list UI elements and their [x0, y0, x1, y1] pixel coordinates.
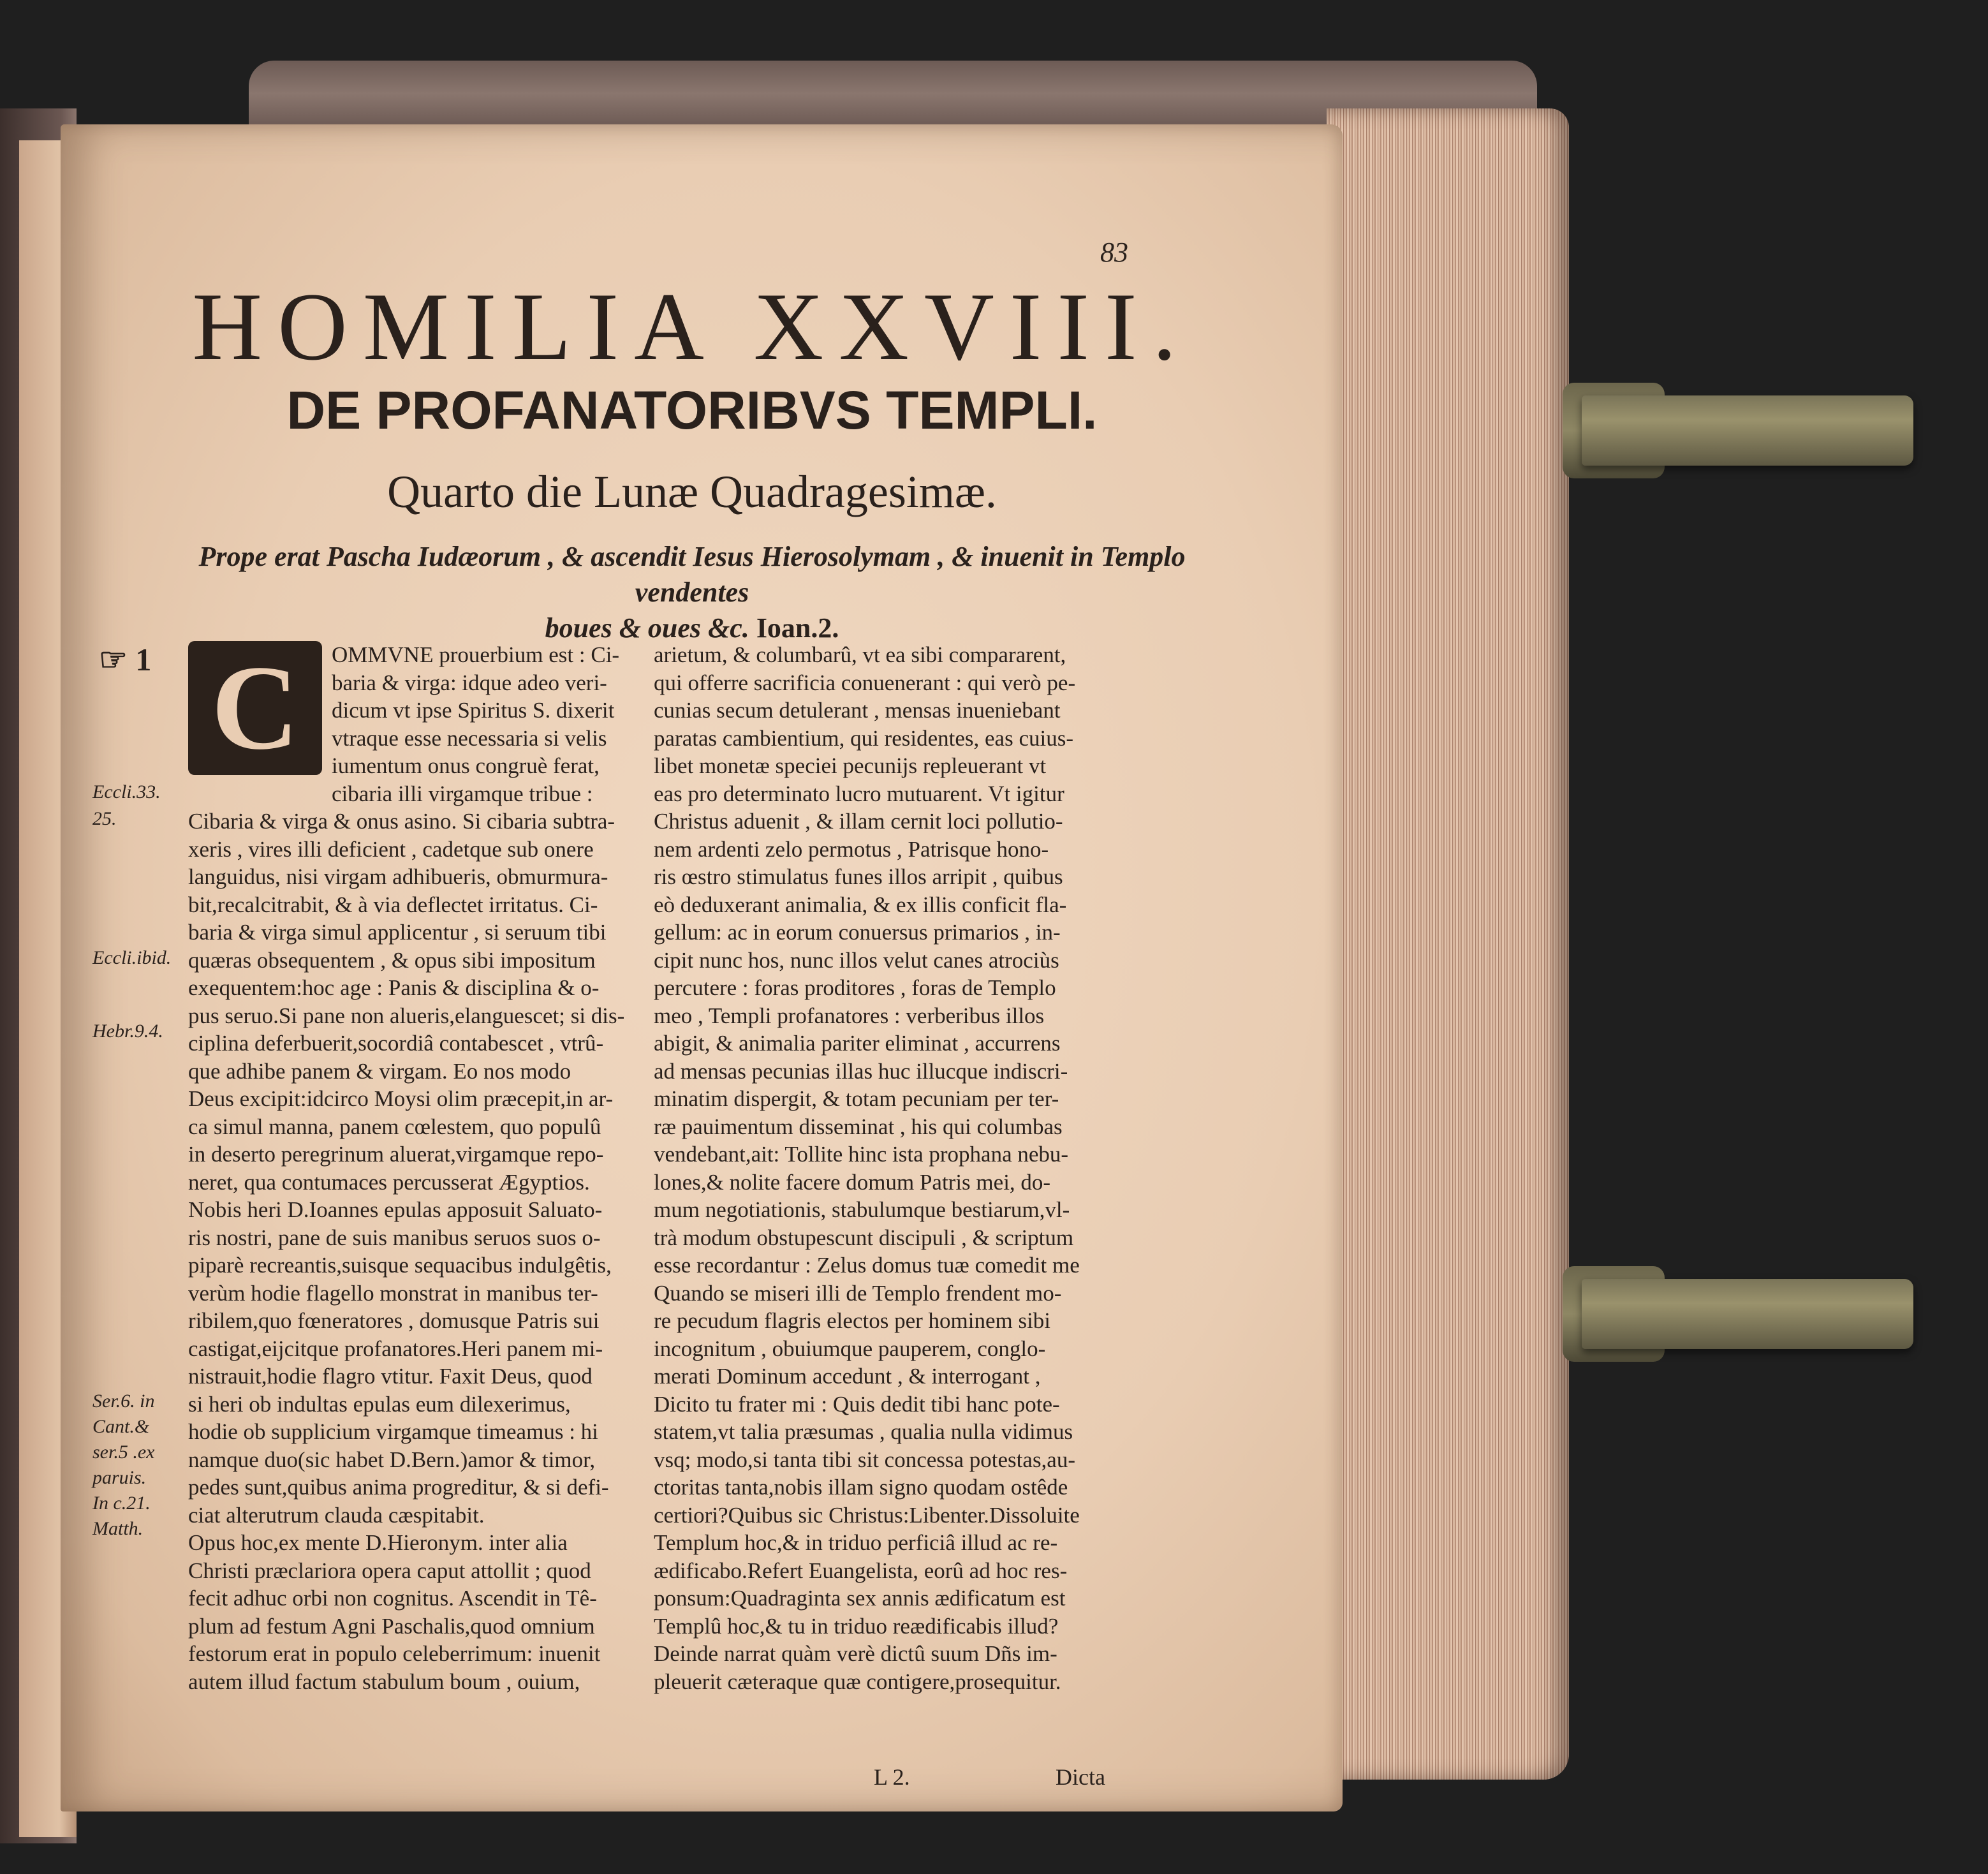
text-line: castigat,eijcitque profanatores.Heri panem mi- — [188, 1336, 603, 1361]
left-body-lines — [188, 808, 692, 1695]
margin-note: Eccli.ibid. — [92, 947, 172, 968]
text-line: fecit adhuc orbi non cognitus. Ascendit in Tê- — [188, 1586, 597, 1611]
text-line: nistrauit,hodie flagro vtitur. Faxit Deus, quod — [188, 1364, 593, 1389]
text-line: ræ pauimentum disseminat , his qui columbas — [654, 1114, 1063, 1139]
text-line: Christus aduenit , & illam cernit loci pollutio- — [654, 809, 1063, 834]
text-line: meo , Templi profanatores : verberibus illos — [654, 1003, 1045, 1028]
text-line: Deinde narrat quàm verè dictû suum Dñs im- — [654, 1641, 1057, 1666]
text-line: ad mensas pecunias illas huc illucque indiscri- — [654, 1058, 1068, 1084]
margin-note: In c.21. — [92, 1493, 151, 1514]
text-line: Templum hoc,& in triduo perficiâ illud ac re- — [654, 1530, 1058, 1555]
text-line: trà modum obstupescunt discipuli , & scriptum — [654, 1225, 1074, 1250]
indented-lines — [188, 641, 692, 808]
text-line: bit,recalcitrabit, & à via deflectet irritatus. Ci- — [188, 892, 598, 917]
text-line: piparè recreantis,suisque sequacibus indulgêtis, — [188, 1253, 612, 1278]
page-fore-edges — [1327, 108, 1569, 1780]
text-line: incognitum , obuiumque pauperem, conglo- — [654, 1336, 1046, 1361]
text-line: Templû hoc,& tu in triduo reædificabis illud? — [654, 1613, 1059, 1639]
text-line: Quando se miseri illi de Templo frendent mo- — [654, 1280, 1062, 1306]
text-line: Deus excipit:idcirco Moysi olim præcepit,in ar- — [188, 1086, 614, 1111]
text-column-left — [188, 641, 692, 1695]
text-line: cipit nunc hos, nunc illos velut canes atrociùs — [654, 947, 1059, 973]
gospel-line-1: Prope erat Pascha Iudæorum , & ascendit Iesus Hierosolymam , & inuenit in Templo vendentes — [198, 541, 1186, 608]
margin-note: Cant.& — [92, 1416, 150, 1437]
text-line: libet monetæ speciei pecunijs repleuerant vt — [654, 753, 1047, 778]
text-line: ponsum:Quadraginta sex annis ædificatum est — [654, 1586, 1066, 1611]
right-page — [61, 124, 1343, 1811]
text-line: ciplina deferbuerit,socordiâ contabescet , vtrû- — [188, 1031, 604, 1056]
right-body-lines — [654, 641, 1158, 1695]
text-line: in deserto peregrinum aluerat,virgamque repo- — [188, 1142, 604, 1167]
text-line: certiori?Quibus sic Christus:Libenter.Dissoluite — [654, 1502, 1080, 1528]
text-line: ctoritas tanta,nobis illam signo quodam ostêde — [654, 1475, 1068, 1500]
text-line: dicum vt ipse Spiritus S. dixerit — [332, 698, 615, 723]
text-line: esse recordantur : Zelus domus tuæ comedit me — [654, 1253, 1080, 1278]
text-line: ca simul manna, panem cœlestem, quo populû — [188, 1114, 601, 1139]
text-column-right — [654, 641, 1158, 1695]
text-line: qui offerre sacrificia conuenerant : qui verò pe- — [654, 670, 1076, 695]
clasp-bottom — [1582, 1279, 1913, 1349]
text-line: abigit, & animalia pariter eliminat , accurrens — [654, 1031, 1061, 1056]
text-line: hodie ob supplicium virgamque timeamus : hi — [188, 1419, 598, 1444]
clasp-top — [1582, 395, 1913, 466]
page-number: 83 — [1100, 237, 1128, 268]
homily-subtitle: DE PROFANATORIBVS TEMPLI. — [286, 380, 1098, 440]
text-line: cunias secum detulerant , mensas inueniebant — [654, 698, 1061, 723]
text-line: ribilem,quo fœneratores , domusque Patris sui — [188, 1308, 600, 1333]
text-line: gellum: ac in eorum conuersus primarios , in- — [654, 920, 1061, 945]
text-line: autem illud factum stabulum boum , ouium, — [188, 1669, 580, 1694]
text-line: ris nostri, pane de suis manibus seruos suos o- — [188, 1225, 601, 1250]
text-line: arietum, & columbarû, vt ea sibi compararent, — [654, 642, 1066, 667]
text-line: festorum erat in populo celeberrimum: inuenit — [188, 1641, 601, 1666]
text-line: iumentum onus congruè ferat, — [332, 753, 600, 778]
text-line: ris œstro stimulatus funes illos arripit , quibus — [654, 864, 1063, 889]
gospel-line-2-text: boues & oues &c. — [545, 612, 749, 644]
margin-note: Ser.6. in — [92, 1391, 155, 1412]
text-line: eò deduxerant animalia, & ex illis conficit fla- — [654, 892, 1067, 917]
text-line: cibaria illi virgamque tribue : — [332, 781, 593, 806]
text-line: statem,vt talia præsumas , qualia nulla vidimus — [654, 1419, 1073, 1444]
text-line: eas pro determinato lucro mutuarent. Vt igitur — [654, 781, 1064, 806]
gospel-citation — [182, 539, 1202, 646]
text-line: exequentem:hoc age : Panis & disciplina & o- — [188, 975, 600, 1000]
text-line: xeris , vires illi deficient , cadetque sub onere — [188, 836, 594, 862]
text-line: OMMVNE prouerbium est : Ci- — [332, 642, 620, 667]
text-line: si heri ob indultas epulas eum dilexerimus, — [188, 1391, 571, 1417]
text-line: pedes sunt,quibus anima progreditur, & si defi- — [188, 1475, 609, 1500]
initial-letter: C — [211, 641, 299, 775]
catchword: Dicta — [1056, 1764, 1105, 1790]
text-line: baria & virga: idque adeo veri- — [332, 670, 607, 695]
text-line: pleuerit cæteraque quæ contigere,prosequitur. — [654, 1669, 1061, 1694]
margin-note: Hebr.9.4. — [92, 1021, 163, 1042]
text-line: Dicito tu frater mi : Quis dedit tibi hanc pote- — [654, 1391, 1060, 1417]
margin-note: ser.5 .ex — [92, 1442, 155, 1463]
text-line: plum ad festum Agni Paschalis,quod omnium — [188, 1613, 595, 1639]
text-line: vsq; modo,si tanta tibi sit concessa potestas,au- — [654, 1447, 1076, 1472]
text-line: verùm hodie flagello monstrat in manibus ter- — [188, 1280, 598, 1306]
margin-note: paruis. — [92, 1467, 147, 1488]
text-line: Opus hoc,ex mente D.Hieronym. inter alia — [188, 1530, 568, 1555]
margin-note: 25. — [92, 808, 117, 829]
gospel-reference: Ioan.2. — [756, 612, 839, 644]
text-line: re pecudum flagris electos per hominem sibi — [654, 1308, 1051, 1333]
text-line: vtraque esse necessaria si velis — [332, 725, 607, 751]
text-line: que adhibe panem & virgam. Eo nos modo — [188, 1058, 571, 1084]
text-line: paratas cambientium, qui residentes, eas cuius- — [654, 725, 1073, 751]
section-marker: ☞ 1 — [99, 642, 152, 677]
margin-note: Eccli.33. — [92, 781, 161, 802]
homily-title: HOMILIA XXVIII. — [192, 273, 1192, 380]
text-line: minatim dispergit, & totam pecuniam per ter- — [654, 1086, 1059, 1111]
text-line: lones,& nolite facere domum Patris mei, do- — [654, 1169, 1051, 1195]
text-line: merati Dominum accedunt , & interrogant , — [654, 1364, 1041, 1389]
liturgical-day: Quarto die Lunæ Quadragesimæ. — [387, 466, 997, 517]
text-line: nem ardenti zelo permotus , Patrisque hono- — [654, 836, 1049, 862]
margin-note: Matth. — [92, 1518, 144, 1539]
text-line: percutere : foras proditores , foras de Templo — [654, 975, 1056, 1000]
text-line: namque duo(sic habet D.Bern.)amor & timor, — [188, 1447, 596, 1472]
text-line: baria & virga simul applicentur , si seruum tibi — [188, 920, 607, 945]
text-line: Christi præclariora opera caput attollit ; quod — [188, 1558, 591, 1583]
text-line: quæras obsequentem , & opus sibi impositum — [188, 947, 596, 973]
text-line: pus seruo.Si pane non alueris,elanguescet; si dis- — [188, 1003, 625, 1028]
text-line: ciat alterutrum claudа cæspitabit. — [188, 1502, 485, 1528]
text-line: mum negotiationis, stabulumque bestiarum,vl- — [654, 1197, 1070, 1222]
text-line: languidus, nisi virgam adhibueris, obmurmura- — [188, 864, 608, 889]
text-line: Cibaria & virga & onus asino. Si cibaria subtra- — [188, 809, 615, 834]
text-line: neret, qua contumaces percusserat Ægyptios. — [188, 1169, 590, 1195]
text-line: ædificabo.Refert Euangelista, eorû ad hoc res- — [654, 1558, 1068, 1583]
text-line: vendebant,ait: Tollite hinc ista prophana nebu- — [654, 1142, 1069, 1167]
signature-mark: L 2. — [874, 1764, 910, 1790]
text-line: Nobis heri D.Ioannes epulas apposuit Saluato- — [188, 1197, 603, 1222]
